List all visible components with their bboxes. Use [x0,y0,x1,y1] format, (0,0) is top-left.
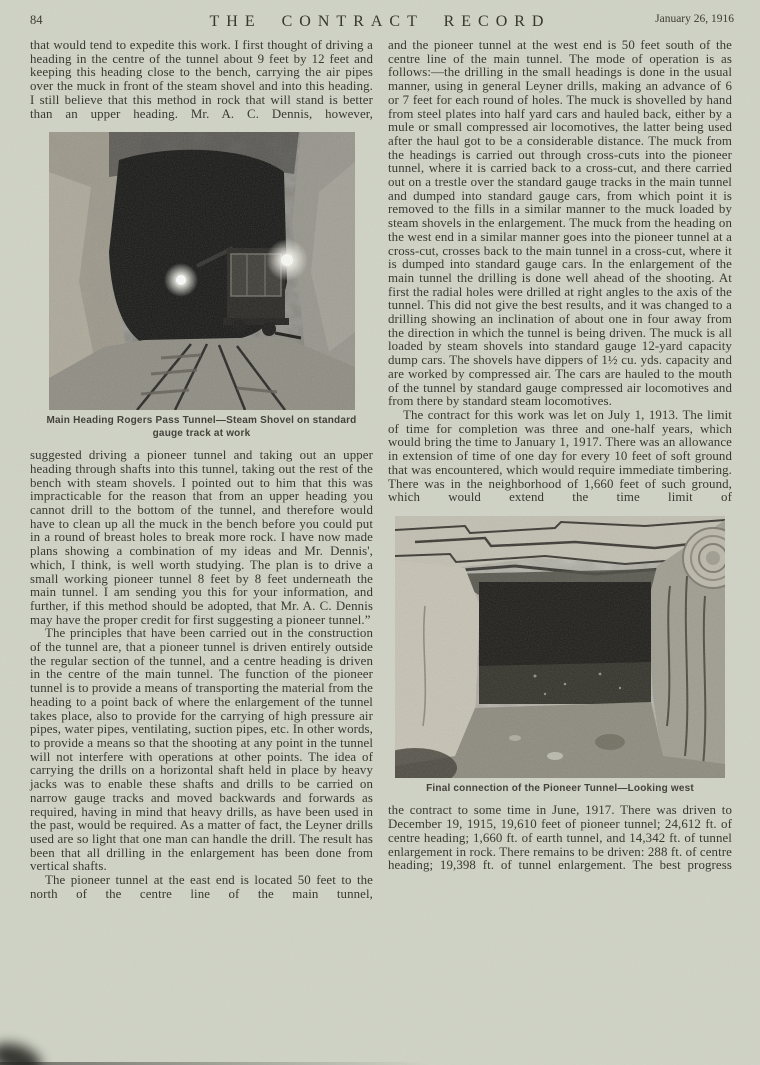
page-number: 84 [30,13,43,27]
body-paragraph: The pioneer tunnel at the east end is located 50 feet to the north of the centre line of the main tunnel, [30,873,373,901]
tunnel-steam-shovel-photo [49,132,355,410]
scan-smudge [0,1038,45,1065]
body-paragraph: The principles that have been carried out in the construction of the tunnel are, that a pioneer tunnel is driven entirely outside the regular section of the tunnel, and a centre heading is driven in the centre of the main tunnel. The function of the pioneer tunnel is to provide a means of transporting the material from the heading to a point back of where the enlargement of the tunnel takes place, also to provide for the carrying of high pressure air pipes, water pipes, ventilating, suction pipes, etc. In other words, to provide a means so that the shooting at any point in the tunnel will not interfere with operations at other points. The idea of carrying the drills on a horizontal shaft held in place by heavy jacks was to enable these shafts and drills to be carried on narrow gauge tracks and moved backwards and forwards as required, having in mind that heavy drills, as have been used in the past, would be required. As a matter of fact, the Leyner drills used are so light that one man can handle the drill. The result has been that all drilling in the enlargement has been done from vertical shafts. [30,626,373,874]
body-paragraph: the contract to some time in June, 1917. There was driven to December 19, 1915, 19,610 feet of pioneer tunnel; 24,612 ft. of centre heading; 1,660 ft. of earth tunnel, and 14,342 ft. of tunnel enlargement in rock. There remains to be driven: 288 ft. of centre heading; 19,398 ft. of tunnel enlargement. The best progress [388,803,732,873]
pioneer-tunnel-connection-photo [395,516,725,778]
photo-pioneer-tunnel [395,516,725,778]
photo-main-heading-tunnel [49,132,355,410]
journal-title: THE CONTRACT RECORD [209,13,551,30]
body-paragraph: and the pioneer tunnel at the west end is 50 feet south of the centre line of the main tunnel. The mode of operation is as follows:—the drilling in the small headings is done in the usual manner, using in general Leyner drills, making an advance of 6 or 7 feet for each round of holes. The muck is shovelled by hand from steel plates into half yard cars and hauled back, either by a mule or small compressed air locomotives, the latter being used after the haul got to be a considerable distance. The muck from the headings is carried out through cross-cuts into the pioneer tunnel, where it is carried back to a cross-cut, and there carried out on a trestle over the standard gauge tracks in the main tunnel and dumped into standard gauge cars, from which point it is removed to the fills in a similar manner to the muck loaded by steam shovels in the enlargement. The muck from the heading on the west end in a similar manner goes into the pioneer tunnel at a cross-cut, crosses back to the main tunnel in a cross-cut, where it is dumped into standard gauge cars. In the enlargement of the main tunnel the drilling is done well ahead of the shooting. At first the radial holes were drilled at right angles to the axis of the tunnel. This did not give the best results, and it was changed to a drilling showing an inclination of about one in four away from the direction in which the tunnel is being driven. The muck is all loaded by steam shovels into standard gauge 12-yard capacity dump cars. The shovels have dippers of 1½ cu. yds. capacity and are worked by compressed air. The cars are hauled to the mouth of the tunnel by standard gauge compressed air locomotives and from there by standard steam locomotives. [388,38,732,409]
photo-caption: Main Heading Rogers Pass Tunnel—Steam Shovel on standard gauge track at work [46,415,357,439]
right-column [388,39,732,873]
issue-date: January 26, 1916 [655,13,734,25]
body-paragraph: that would tend to expedite this work. I first thought of driving a heading in the centre of the tunnel about 9 feet by 12 feet and keeping this heading close to the bench, carrying the air pipes over the muck in front of the steam shovel and into this heading. I still believe that this method in rock that will stand is better than an upper heading. Mr. A. C. Dennis, however, [30,38,373,121]
photo-caption: Final connection of the Pioneer Tunnel—Looking west [426,782,694,794]
body-paragraph: The contract for this work was let on July 1, 1913. The limit of time for completion was three and one-half years, which would bring the time to January 1, 1917. There was an allowance in extension of time of one day for every 10 feet of soft ground that was encountered, which would require immediate timbering. There was in the neighborhood of 1,660 feet of such ground, which would extend the time limit of [388,407,732,505]
left-column [30,39,373,901]
body-paragraph: suggested driving a pioneer tunnel and taking out an upper heading through shafts into this tunnel, taking out the rest of the bench with steam shovels. I pointed out to him that this was impracticable for the reason that from an upper heading you cannot drill to the bottom of the tunnel, and therefore would have to clean up all the muck in the bench before you could put in a round of breast holes to break more rock. I have now made plans showing a combination of my ideas and Mr. Dennis', which, I think, is well worth studying. The plan is to drive a small working pioneer tunnel 8 feet by 8 feet underneath the main tunnel. I am sending you this for your information, and further, if this method should be adopted, that Mr. A. C. Dennis may have the proper credit for first suggesting a pioneer tunnel.” [30,448,373,627]
